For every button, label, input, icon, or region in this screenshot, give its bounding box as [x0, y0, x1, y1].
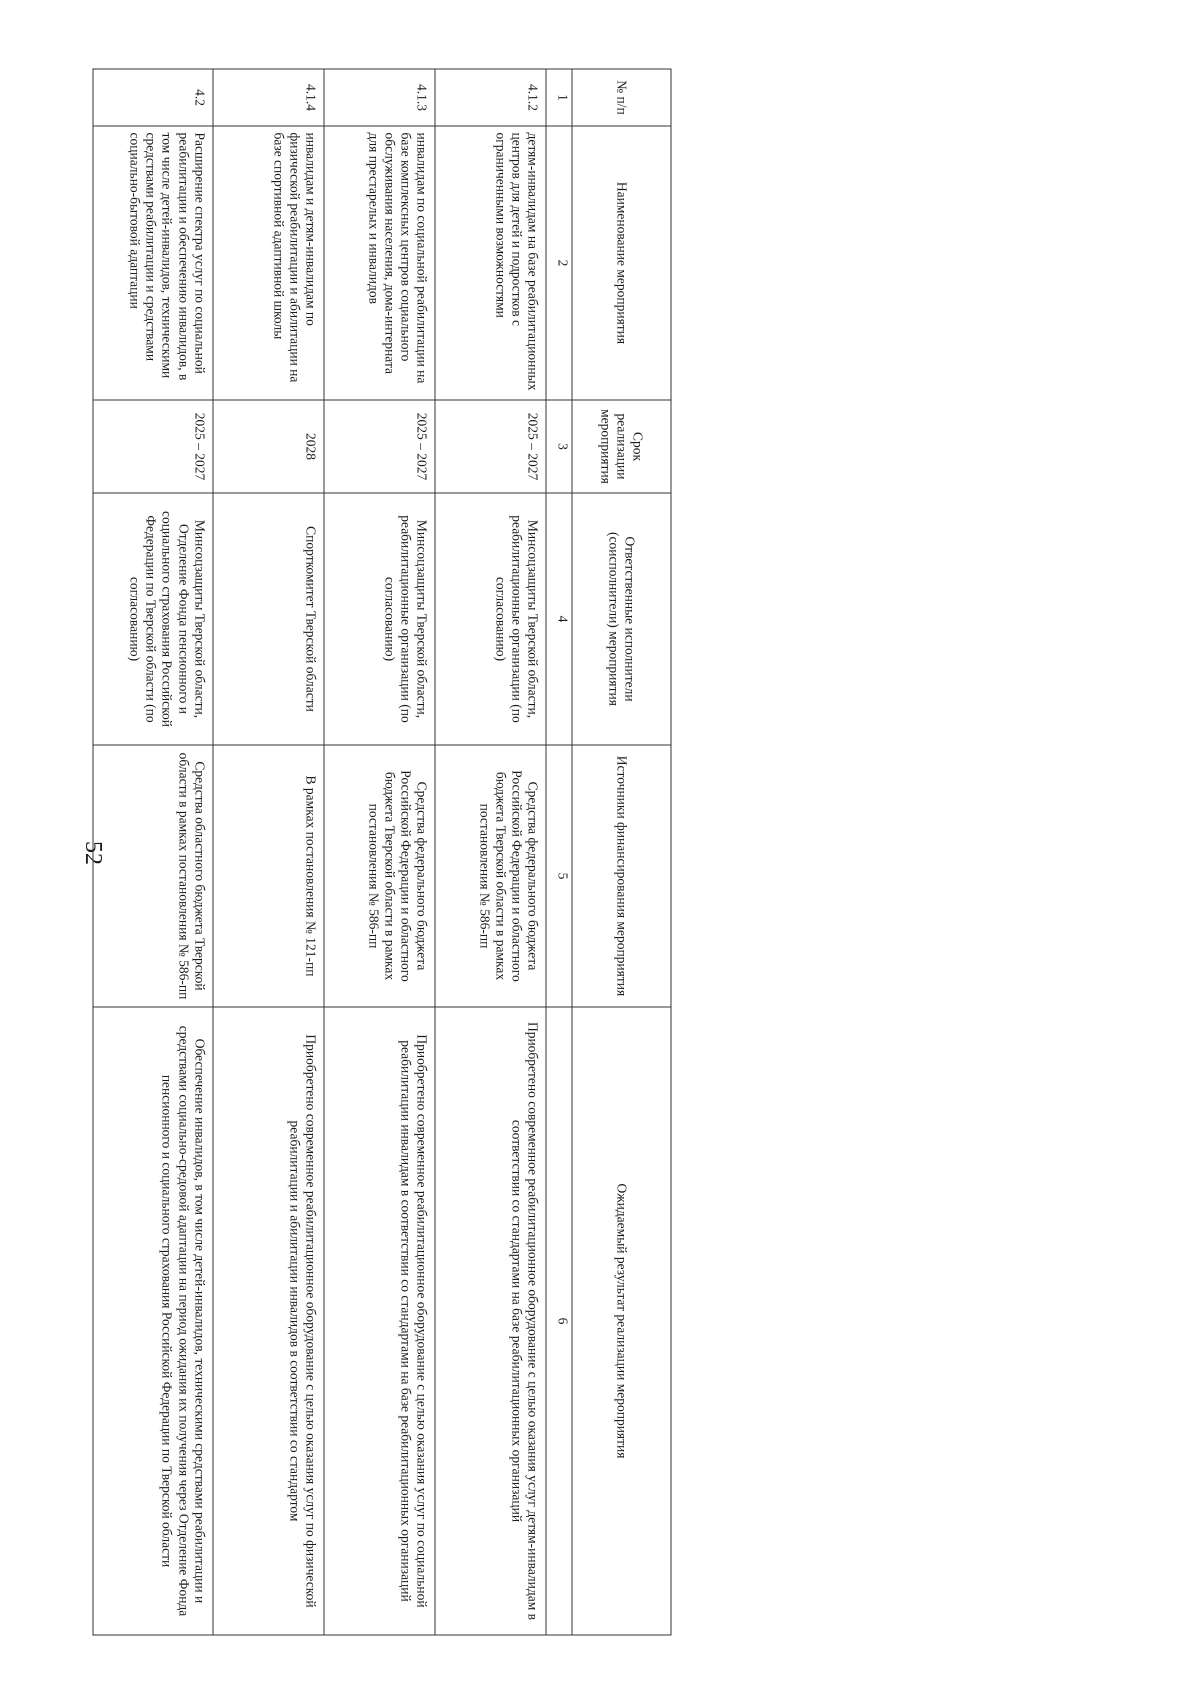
executors-cell: Минсоцзащиты Тверской области, реабилитационные организации (по согласованию) — [435, 493, 546, 745]
term-cell: 2025 – 2027 — [93, 400, 213, 493]
term-cell: 2025 – 2027 — [324, 400, 435, 493]
column-number: 2 — [546, 126, 571, 400]
activity-name-cell: детям-инвалидам на базе реабилитационных центров для детей и подростков с ограниченными возможностями — [435, 126, 546, 400]
result-cell: Обеспечение инвалидов, в том числе детей-инвалидов, техническими средствами реабилитации и средствами социально-средовой адаптации на период ожидания их получения через Отделение Фонда пенсионного и социального страхования Российской Федерации по Тверской области — [93, 1007, 213, 1635]
column-number: 4 — [546, 493, 571, 745]
term-cell: 2025 – 2027 — [435, 400, 546, 493]
table-row — [213, 69, 324, 1635]
column-number: 5 — [546, 745, 571, 1007]
rotated-table-wrapper — [93, 68, 672, 1634]
row-number-cell: 4.1.4 — [213, 69, 324, 126]
column-number: 6 — [546, 1007, 571, 1635]
column-number: 3 — [546, 400, 571, 493]
table-row — [93, 69, 213, 1635]
header-cell-funding: Источники финансирования мероприятия — [572, 745, 671, 1007]
table-row — [435, 69, 546, 1635]
column-number: 1 — [546, 69, 571, 126]
funding-cell: Средства федерального бюджета Российской Федерации и областного бюджета Тверской области в рамках постановления № 586-пп — [435, 745, 546, 1007]
activity-name-cell: Расширение спектра услуг по социальной реабилитации и обеспечению инвалидов, в том числе детей-инвалидов, техническими средствами реабилитации и средствами социально-бытовой адаптации — [93, 126, 213, 400]
header-cell-term: Срок реализации мероприятия — [572, 400, 671, 493]
column-number-row — [546, 69, 571, 1635]
header-cell-name: Наименование мероприятия — [572, 126, 671, 400]
funding-cell: Средства областного бюджета Тверской области в рамках постановления № 586-пп — [93, 745, 213, 1007]
activity-name-cell: инвалидам по социальной реабилитации на базе комплексных центров социального обслуживания населения, дома-интерната для престарелых и инвалидов — [324, 126, 435, 400]
executors-cell: Минсоцзащиты Тверской области, реабилитационные организации (по согласованию) — [324, 493, 435, 745]
table-header-row — [572, 69, 671, 1635]
result-cell: Приобретено современное реабилитационное оборудование с целью оказания услуг по социальной реабилитации инвалидам в соответствии со стандартами на базе реабилитационных организаций — [324, 1007, 435, 1635]
result-cell: Приобретено современное реабилитационное оборудование с целью оказания услуг детям-инвалидам в соответствии со стандартами на базе реабилитационных организаций — [435, 1007, 546, 1635]
page-number: 52 — [80, 841, 106, 865]
activity-name-cell: инвалидам и детям-инвалидам по физической реабилитации и абилитации на базе спортивной адаптивной школы — [213, 126, 324, 400]
executors-cell: Минсоцзащиты Тверской области, Отделение Фонда пенсионного и социального страхования Российской Федерации по Тверской области (по согласованию) — [93, 493, 213, 745]
executors-cell: Спорткомитет Тверской области — [213, 493, 324, 745]
funding-cell: Средства федерального бюджета Российской Федерации и областного бюджета Тверской области в рамках постановления № 586-пп — [324, 745, 435, 1007]
funding-cell: В рамках постановления № 121-пп — [213, 745, 324, 1007]
row-number-cell: 4.1.2 — [435, 69, 546, 126]
header-cell-result: Ожидаемый результат реализации мероприятия — [572, 1007, 671, 1635]
header-cell-number: № п/п — [572, 69, 671, 126]
result-cell: Приобретено современное реабилитационное оборудование с целью оказания услуг по физической реабилитации и абилитации инвалидов в соответствии со стандартом — [213, 1007, 324, 1635]
term-cell: 2028 — [213, 400, 324, 493]
row-number-cell: 4.2 — [93, 69, 213, 126]
row-number-cell: 4.1.3 — [324, 69, 435, 126]
activities-table — [93, 68, 672, 1635]
table-row — [324, 69, 435, 1635]
header-cell-executors: Ответственные исполнители (соисполнители) мероприятия — [572, 493, 671, 745]
